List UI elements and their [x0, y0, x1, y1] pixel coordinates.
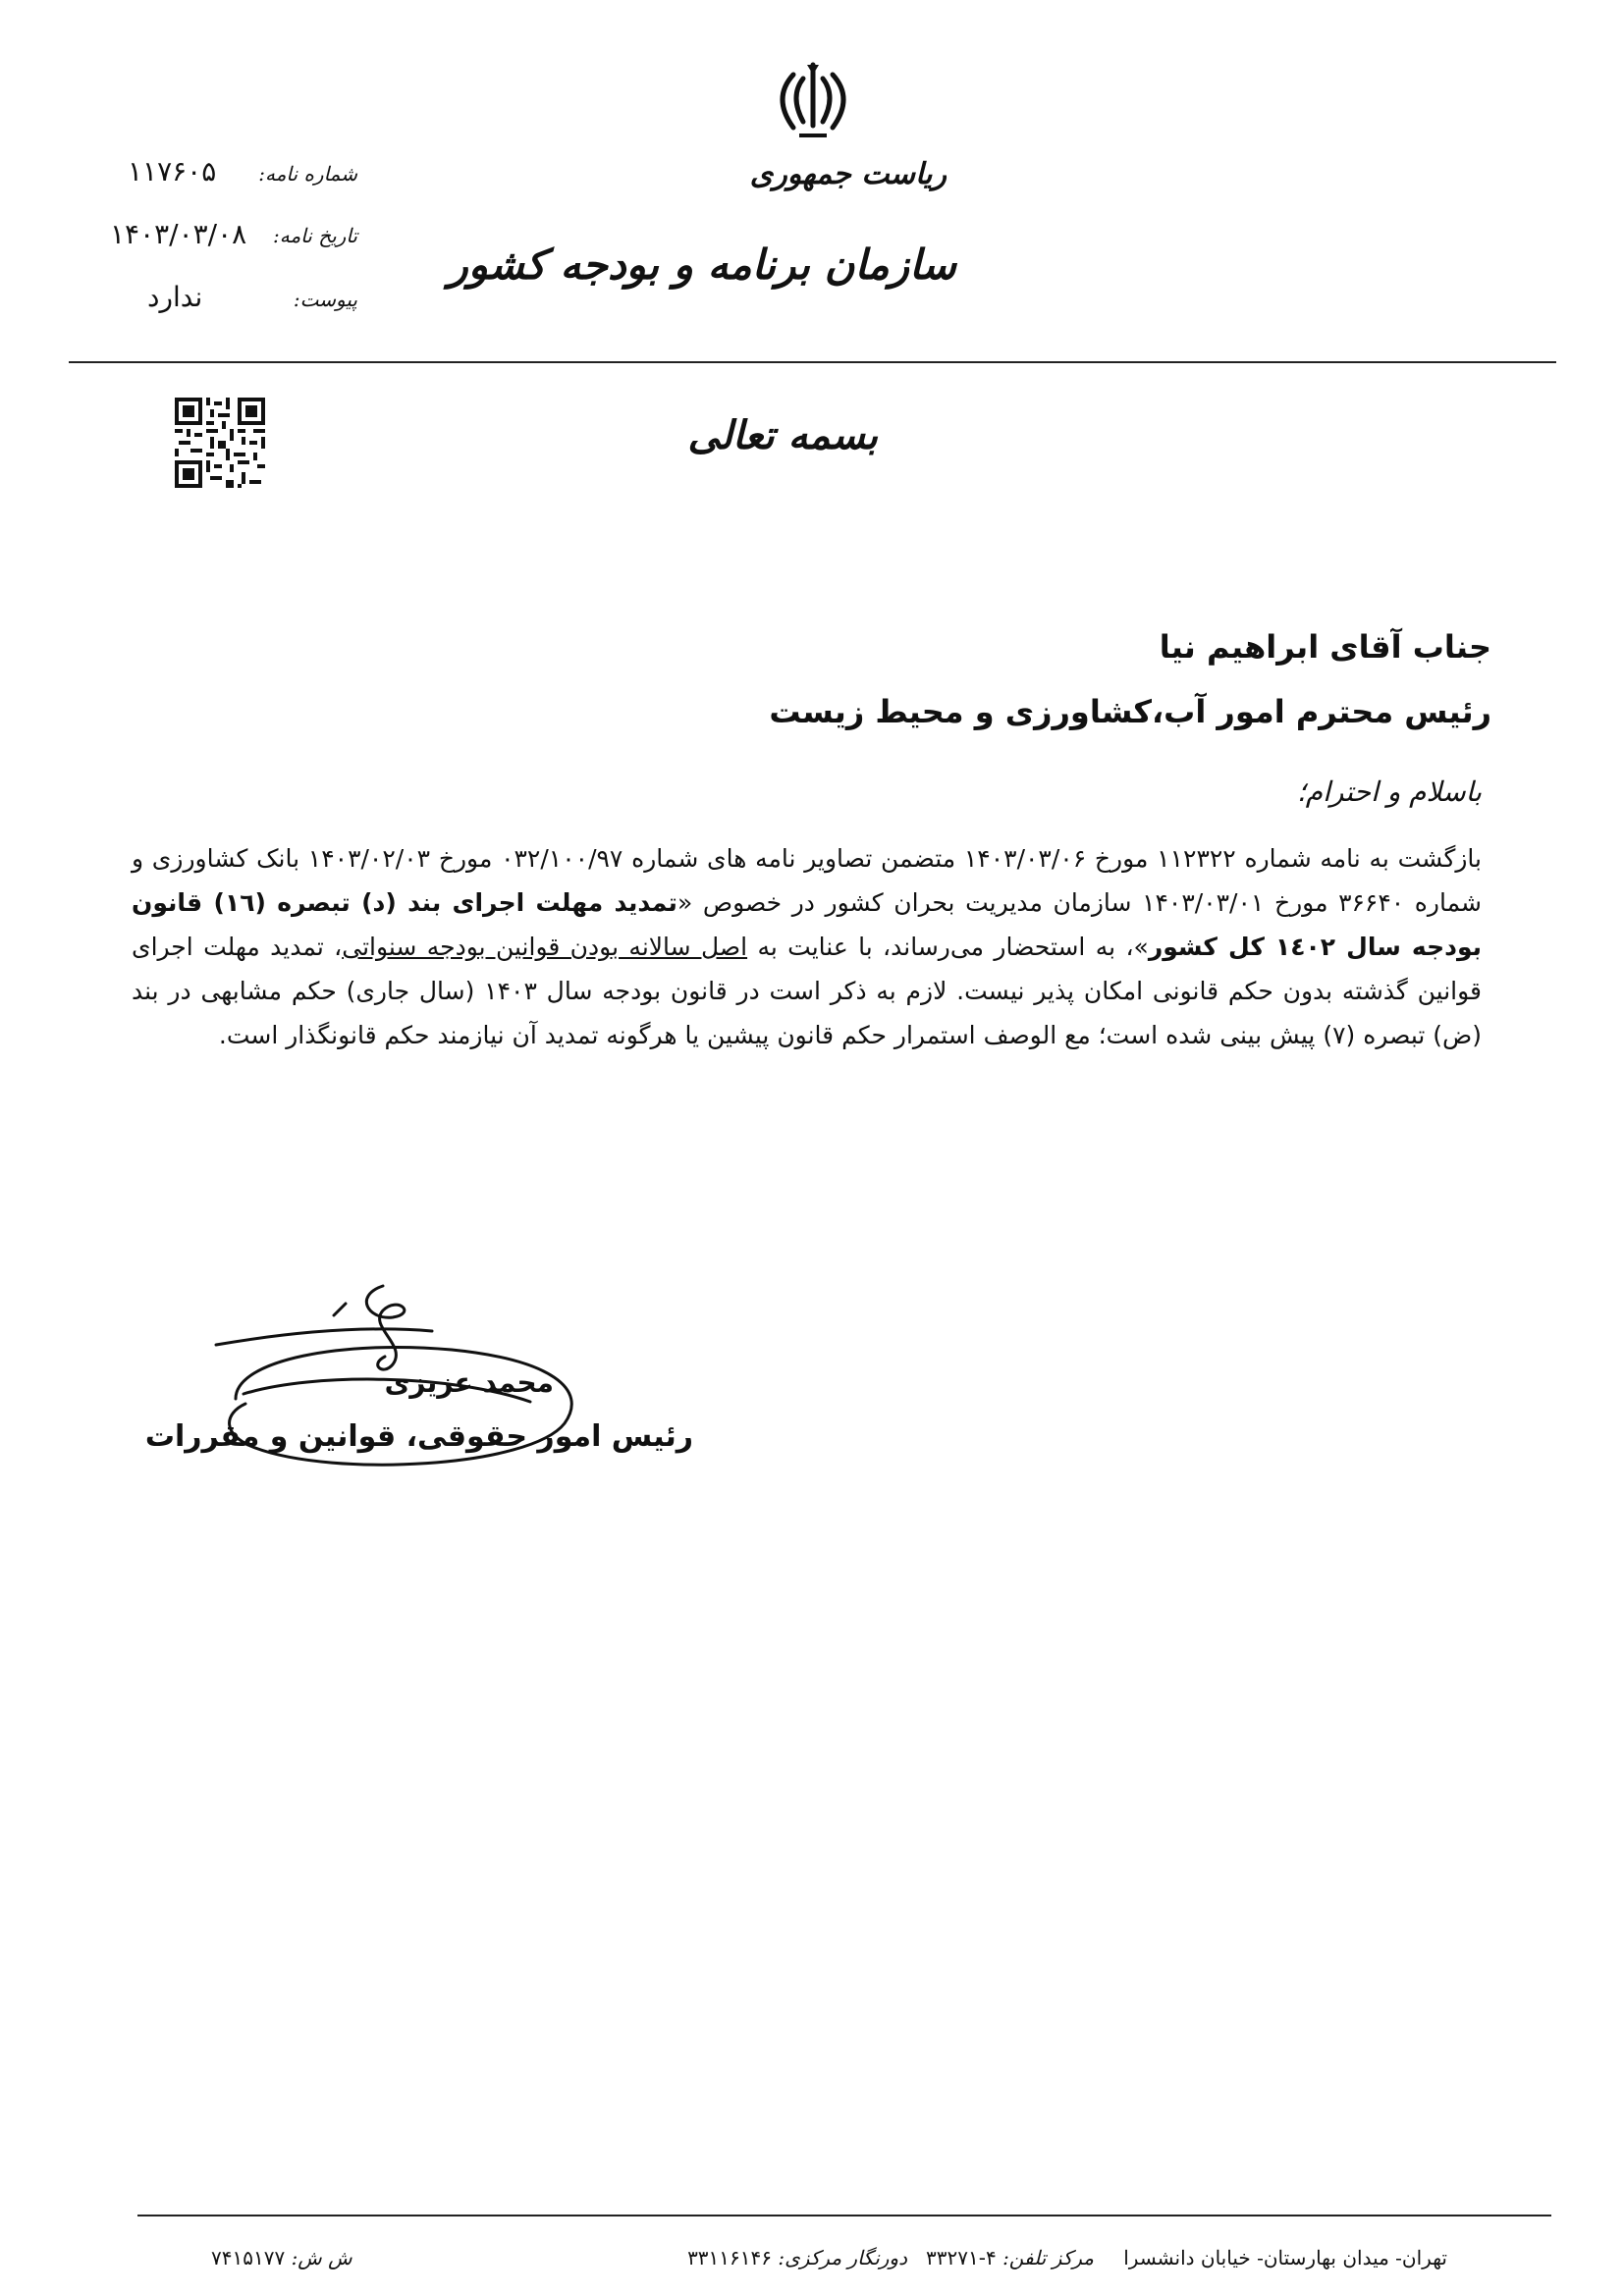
iran-emblem-icon: [764, 57, 862, 145]
org-title-presidency: ریاست جمهوری: [749, 157, 947, 191]
footer-code-value: ۷۴۱۵۱۷۷: [211, 2246, 286, 2269]
body-bold-subject: تمدید مهلت اجرای بند (د) تبصره (١٦) قانون بودجه سال ١٤٠٢ کل کشور: [132, 888, 1483, 961]
signatory-name: محمد عزیزی: [384, 1366, 554, 1399]
letter-date-value: ۱۴۰۳/۰۳/۰۸: [110, 218, 247, 250]
footer-fax-label: دورنگار مرکزی:: [778, 2246, 907, 2269]
attachment-value: ندارد: [147, 281, 203, 313]
addressee-title: رئیس محترم امور آب،کشاورزی و محیط زیست: [769, 693, 1491, 730]
org-title-main: سازمان برنامه و بودجه کشور: [448, 240, 956, 289]
footer-fax-value: ۳۳۱۱۶۱۴۶: [687, 2246, 772, 2269]
letter-date-label: تاریخ نامه:: [273, 224, 357, 247]
greeting: باسلام و احترام؛: [1296, 775, 1482, 808]
footer-fax: [687, 2246, 907, 2269]
body-text-part1: بازگشت به نامه شماره ۱۱۲۳۲۲ مورخ ۱۴۰۳/۰۳/۰۶ متضمن تصاویر نامه های شماره ۰۳۲/۱۰۰/۹۷ مورخ ۱۴۰۳/۰۲/۰۳ بانک کشاورزی و شماره ۳۶۶۴۰ مورخ ۱۴۰۳/۰۳/۰۱ سازمان مدیریت بحران کشور در خصوص «: [132, 844, 1482, 917]
footer-phone-value: ۴-۳۳۲۷۱: [926, 2246, 997, 2269]
body-underlined-principle: اصل سالانه بودن قوانین بودجه سنواتی: [342, 933, 748, 961]
body-text-part3: ، تمدید مهلت اجرای قوانین گذشته بدون حکم قانونی امکان پذیر نیست. لازم به ذکر است در قانون بودجه سال ۱۴۰۳ (سال جاری) حکم مشابهی در بند (ض) تبصره (۷) پیش بینی شده است؛ مع الوصف استمرار حکم قانون پیشین یا هرگونه تمدید آن نیازمند حکم قانونگذار است.: [132, 933, 1482, 1049]
letter-body: [132, 836, 1482, 1057]
letter-number-value: ۱۱۷۶۰۵: [128, 155, 217, 187]
signatory-title: رئیس امور حقوقی، قوانین و مقررات: [144, 1419, 693, 1454]
body-text-part2: »، به استحضار می‌رساند، با عنایت به: [747, 933, 1149, 961]
footer-divider: [137, 2215, 1551, 2216]
footer-phone: [926, 2246, 1094, 2269]
letter-number-label: شماره نامه:: [258, 162, 357, 186]
basmala-heading: بسمه تعالی: [687, 412, 878, 458]
qr-code-icon: [175, 398, 265, 488]
addressee-name: جناب آقای ابراهیم نیا: [1159, 628, 1491, 666]
attachment-label: پیوست:: [293, 288, 357, 311]
header-divider: [69, 361, 1556, 363]
footer-phone-label: مرکز تلفن:: [1002, 2246, 1094, 2269]
footer-code: [211, 2246, 352, 2269]
footer-code-label: ش ش:: [291, 2246, 352, 2269]
footer-address: تهران- میدان بهارستان- خیابان دانشسرا: [1123, 2246, 1447, 2269]
